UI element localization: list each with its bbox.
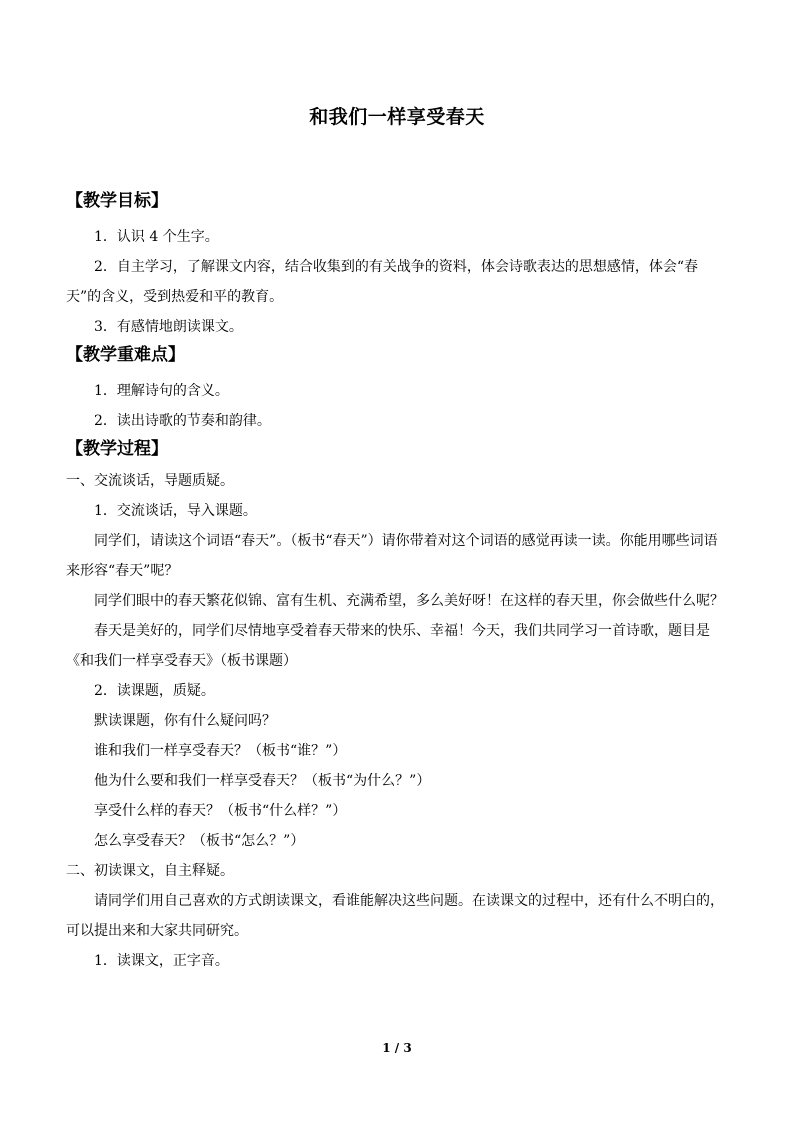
question-line: 怎么享受春天？（板书“怎么？”）	[94, 833, 305, 849]
document-title: 和我们一样享受春天	[309, 106, 485, 128]
objective-item: 1．认识 4 个生字。	[94, 229, 219, 245]
key-point-item: 1．理解诗句的含义。	[94, 383, 229, 399]
objective-item: 3．有感情地朗读课文。	[94, 319, 243, 335]
part-title: 一、交流谈话，导题质疑。	[66, 473, 234, 489]
part-title: 二、初读课文，自主释疑。	[66, 863, 234, 879]
section-heading-key-points: 【教学重难点】	[66, 345, 185, 365]
step-title: 2．读课题，质疑。	[94, 683, 215, 699]
paragraph: 春天是美好的，同学们尽情地享受着春天带来的快乐、幸福！今天，我们共同学习一首诗歌，题目是《和我们一样享受春天》（板书课题）	[66, 623, 710, 669]
step-title: 1．交流谈话，导入课题。	[94, 503, 257, 519]
section-heading-objectives: 【教学目标】	[66, 191, 168, 211]
objective-item: 2．自主学习，了解课文内容，结合收集到的有关战争的资料，体会诗歌表达的思想感情，体会“春天”的含义，受到热爱和平的教育。	[66, 259, 699, 305]
question-line: 他为什么要和我们一样享受春天？（板书“为什么？”）	[94, 773, 431, 789]
question-line: 享受什么样的春天？（板书“什么样？”）	[94, 803, 347, 819]
paragraph: 同学们眼中的春天繁花似锦、富有生机、充满希望，多么美好呀！在这样的春天里，你会做些什么呢？	[94, 593, 724, 609]
question-line: 谁和我们一样享受春天？（板书“谁？”）	[94, 743, 347, 759]
page-number: 1 / 3	[382, 1041, 412, 1055]
paragraph: 同学们，请读这个词语“春天”。（板书“春天”）请你带着对这个词语的感觉再读一读。你能用哪些词语来形容“春天”呢？	[66, 533, 718, 579]
paragraph: 默读课题，你有什么疑问吗？	[94, 713, 276, 729]
paragraph: 请同学们用自己喜欢的方式朗读课文，看谁能解决这些问题。在读课文的过程中，还有什么不明白的，可以提出来和大家共同研究。	[66, 893, 724, 939]
document-body	[66, 188, 726, 976]
section-heading-process: 【教学过程】	[66, 439, 168, 459]
key-point-item: 2．读出诗歌的节奏和韵律。	[94, 413, 271, 429]
step-title: 1．读课文，正字音。	[94, 953, 229, 969]
